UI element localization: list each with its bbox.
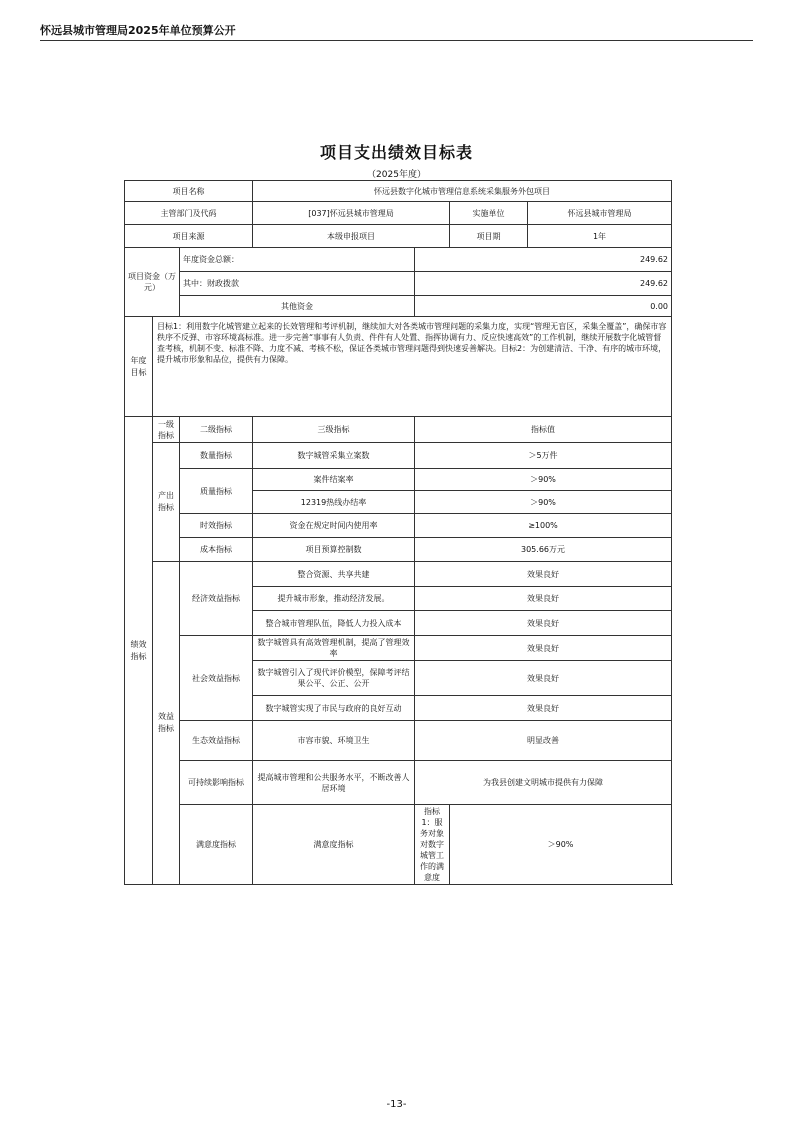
- ecological-l2: 生态效益指标: [180, 721, 253, 761]
- economic-value-1: 效果良好: [415, 562, 672, 587]
- header-l1: 一级指标: [153, 417, 180, 443]
- impl-label: 实施单位: [450, 202, 528, 225]
- satisfaction-l3: 指标1：服务对象对数字城管工作的满意度: [415, 805, 450, 885]
- source-label: 项目来源: [125, 225, 253, 248]
- period-value: 1年: [528, 225, 672, 248]
- quality-l3-1: 案件结案率: [253, 469, 415, 491]
- quality-value-1: ＞90%: [415, 469, 672, 491]
- page-number: -13-: [386, 1099, 407, 1110]
- source-value: 本级申报项目: [253, 225, 450, 248]
- annual-goal-text: 目标1：利用数字化城管建立起来的长效管理和考评机制，继续加大对各类城市管理问题的采集力度，实现“管理无盲区，采集全覆盖”，确保市容秩序不反弹、市容环境高标准。进一步完善“事事有人负责、件件有人处置、指挥协调有力、反应快速高效”的工作机制，继续开展数字化城管督查考核，机制不变、标准不降、力度不减、考核不松，保证各类城市管理问题得到快速妥善解决。目标2：为创建清洁、干净、有序的城市环境，提升城市形象和品位，提供有力保障。: [153, 317, 672, 417]
- economic-l3-2: 提升城市形象，推动经济发展。: [253, 587, 415, 611]
- social-l3-3: 数字城管实现了市民与政府的良好互动: [253, 696, 415, 721]
- cost-value: 305.66万元: [415, 538, 672, 562]
- output-indicator-label: 产出指标: [153, 443, 180, 562]
- funds-label: 项目资金（万元）: [125, 248, 180, 317]
- header-l3: 三级指标: [253, 417, 415, 443]
- economic-value-2: 效果良好: [415, 587, 672, 611]
- header-l2: 二级指标: [180, 417, 253, 443]
- fiscal-label: 其中：财政拨款: [180, 272, 415, 296]
- timeliness-value: ≥100%: [415, 514, 672, 538]
- social-l2: 社会效益指标: [180, 636, 253, 721]
- other-funds-label: 其他资金: [180, 296, 415, 317]
- ecological-l3: 市容市貌、环境卫生: [253, 721, 415, 761]
- social-l3-2: 数字城管引入了现代评价模型，保障考评结果公平、公正、公开: [253, 661, 415, 696]
- header-value: 指标值: [415, 417, 672, 443]
- social-l3-1: 数字城管具有高效管理机制，提高了管理效率: [253, 636, 415, 661]
- dept-value: [037]怀远县城市管理局: [253, 202, 450, 225]
- header-divider: [40, 40, 753, 41]
- page-header: 怀远县城市管理局2025年单位预算公开: [40, 24, 236, 37]
- sustainable-value: 为我县创建文明城市提供有力保障: [415, 761, 672, 805]
- fiscal-value: 249.62: [415, 272, 672, 296]
- social-value-3: 效果良好: [415, 696, 672, 721]
- social-value-1: 效果良好: [415, 636, 672, 661]
- project-name-label: 项目名称: [125, 181, 253, 202]
- annual-total-label: 年度资金总额：: [180, 248, 415, 272]
- sustainable-l2: 可持续影响指标: [180, 761, 253, 805]
- satisfaction-label: 满意度指标: [180, 805, 253, 885]
- other-funds-value: 0.00: [415, 296, 672, 317]
- annual-total-value: 249.62: [415, 248, 672, 272]
- economic-l3-3: 整合城市管理队伍，降低人力投入成本: [253, 611, 415, 636]
- cost-l2: 成本指标: [180, 538, 253, 562]
- quantity-l3: 数字城管采集立案数: [253, 443, 415, 469]
- perf-indicator-label: 绩效指标: [125, 417, 153, 885]
- impl-value: 怀远县城市管理局: [528, 202, 672, 225]
- quantity-value: ＞5万件: [415, 443, 672, 469]
- benefit-indicator-label: 效益指标: [153, 562, 180, 885]
- timeliness-l3: 资金在规定时间内使用率: [253, 514, 415, 538]
- satisfaction-l2: 满意度指标: [253, 805, 415, 885]
- table-title: 项目支出绩效目标表: [319, 143, 473, 162]
- annual-goal-label: 年度目标: [125, 317, 153, 417]
- table-year: （2025年度）: [367, 170, 426, 180]
- performance-table: [124, 180, 672, 885]
- sustainable-l3: 提高城市管理和公共服务水平，不断改善人居环境: [253, 761, 415, 805]
- project-name-value: 怀远县数字化城市管理信息系统采集服务外包项目: [253, 181, 672, 202]
- social-value-2: 效果良好: [415, 661, 672, 696]
- economic-l3-1: 整合资源、共享共建: [253, 562, 415, 587]
- satisfaction-value: ＞90%: [450, 805, 672, 885]
- period-label: 项目期: [450, 225, 528, 248]
- quantity-l2: 数量指标: [180, 443, 253, 469]
- cost-l3: 项目预算控制数: [253, 538, 415, 562]
- economic-value-3: 效果良好: [415, 611, 672, 636]
- quality-l3-2: 12319热线办结率: [253, 491, 415, 514]
- quality-value-2: ＞90%: [415, 491, 672, 514]
- timeliness-l2: 时效指标: [180, 514, 253, 538]
- dept-label: 主管部门及代码: [125, 202, 253, 225]
- ecological-value: 明显改善: [415, 721, 672, 761]
- economic-l2: 经济效益指标: [180, 562, 253, 636]
- quality-l2: 质量指标: [180, 469, 253, 514]
